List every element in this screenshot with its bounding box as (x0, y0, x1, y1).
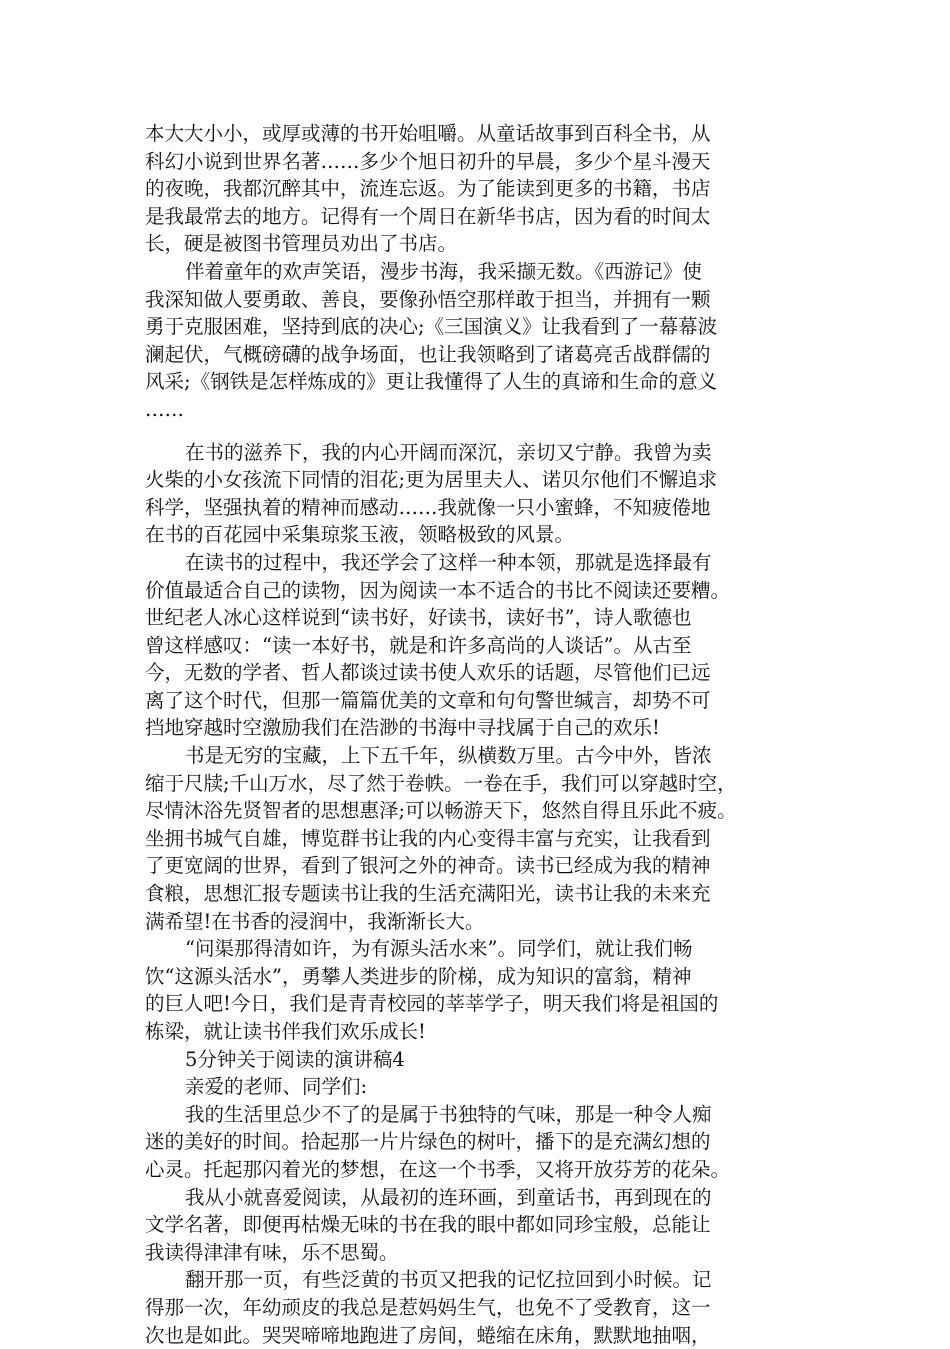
paragraph-gap (145, 424, 820, 439)
text-line: 风采;《钢铁是怎样炼成的》更让我懂得了人生的真谛和生命的意义 (145, 370, 718, 394)
text-line: 了更宽阔的世界，看到了银河之外的神奇。读书已经成为我的精神 (145, 854, 711, 878)
document-page (145, 120, 820, 1349)
text-line: 亲爱的老师、同学们: (185, 1075, 368, 1099)
text-line: 本大大小小，或厚或薄的书开始咀嚼。从童话故事到百科全书，从 (145, 122, 711, 145)
text-line: 离了这个时代，但那一篇篇优美的文章和句句警世缄言，却势不可 (145, 688, 711, 712)
text-line: 勇于克服困难，坚持到底的决心;《三国演义》让我看到了一幕幕波 (145, 315, 718, 339)
text-line: 是我最常去的地方。记得有一个周日在新华书店，因为看的时间太 (145, 204, 711, 228)
text-line: 坐拥书城气自雄，博览群书让我的内心变得丰富与充实，让我看到 (145, 826, 711, 850)
text-line: 迷的美好的时间。拾起那一片片绿色的树叶，播下的是充满幻想的 (145, 1130, 711, 1154)
text-line: 书是无穷的宝藏，上下五千年，纵横数万里。古今中外，皆浓 (185, 744, 712, 768)
text-line: 我读得津津有味，乐不思蜀。 (145, 1240, 399, 1264)
text-line: 科幻小说到世界名著……多少个旭日初升的早晨，多少个星斗漫天 (145, 149, 711, 173)
text-line: 5分钟关于阅读的演讲稿4 (185, 1047, 405, 1071)
text-line: 我从小就喜爱阅读，从最初的连环画，到童话书，再到现在的 (185, 1185, 712, 1209)
text-line: 饮“这源头活水”，勇攀人类进步的阶梯，成为知识的富翁，精神 (145, 964, 692, 988)
text-line: 缩于尺牍;千山万水，尽了然于卷帙。一卷在手，我们可以穿越时空， (145, 771, 737, 795)
text-line: 文学名著，即便再枯燥无味的书在我的眼中都如同珍宝般，总能让 (145, 1213, 711, 1237)
text-line: 挡地穿越时空激励我们在浩渺的书海中寻找属于自己的欢乐! (145, 716, 660, 740)
text-line: 尽情沐浴先贤智者的思想惠泽;可以畅游天下，悠然自得且乐此不疲。 (145, 799, 737, 823)
text-line: 澜起伏，气概磅礴的战争场面，也让我领略到了诸葛亮舌战群儒的 (145, 342, 711, 366)
text-line: 的夜晚，我都沉醉其中，流连忘返。为了能读到更多的书籍，书店 (145, 177, 711, 201)
text-line: 我的生活里总少不了的是属于书独特的气味，那是一种令人痴 (185, 1102, 712, 1126)
text-line: …… (145, 397, 184, 421)
text-line: 在书的百花园中采集琼浆玉液，领略极致的风景。 (145, 523, 575, 547)
text-line: 在书的滋养下，我的内心开阔而深沉，亲切又宁静。我曾为卖 (185, 440, 712, 464)
text-line: 价值最适合自己的读物，因为阅读一本不适合的书比不阅读还要糟。 (145, 578, 731, 602)
text-line: 火柴的小女孩流下同情的泪花;更为居里夫人、诺贝尔他们不懈追求 (145, 468, 718, 492)
text-line: 世纪老人冰心这样说到“读书好，好读书，读好书”，诗人歌德也 (145, 606, 692, 630)
text-line: 得那一次，年幼顽皮的我总是惹妈妈生气，也免不了受教育，这一 (145, 1295, 711, 1319)
text-line: 的巨人吧!今日，我们是青青校园的莘莘学子，明天我们将是祖国的 (145, 992, 719, 1016)
text-line: “问渠那得清如许，为有源头活水来”。同学们，就让我们畅 (185, 937, 693, 961)
text-line: 伴着童年的欢声笑语，漫步书海，我采撷无数。《西游记》使 (185, 259, 702, 283)
text-line: 我深知做人要勇敢、善良，要像孙悟空那样敢于担当，并拥有一颗 (145, 287, 711, 311)
text-line: 次也是如此。哭哭啼啼地跑进了房间，蜷缩在床角，默默地抽咽， (145, 1323, 711, 1347)
text-line: 长，硬是被图书管理员劝出了书店。 (145, 232, 458, 256)
text-line: 栋梁，就让读书伴我们欢乐成长! (145, 1020, 426, 1043)
text-line: 心灵。托起那闪着光的梦想，在这一个书季，又将开放芬芳的花朵。 (145, 1157, 731, 1181)
text-line: 今，无数的学者、哲人都谈过读书使人欢乐的话题，尽管他们已远 (145, 661, 711, 685)
text-line: 食粮，思想汇报专题读书让我的生活充满阳光，读书让我的未来充 (145, 882, 711, 906)
text-line: 翻开那一页，有些泛黄的书页又把我的记忆拉回到小时候。记 (185, 1268, 712, 1292)
text-line: 曾这样感叹：“读一本好书，就是和许多高尚的人谈话”。从古至 (145, 633, 692, 657)
text-line: 在读书的过程中，我还学会了这样一种本领，那就是选择最有 (185, 550, 712, 574)
text-line: 满希望!在书香的浸润中，我渐渐长大。 (145, 909, 485, 933)
text-line: 科学，坚强执着的精神而感动……我就像一只小蜜蜂，不知疲倦地 (145, 495, 711, 519)
